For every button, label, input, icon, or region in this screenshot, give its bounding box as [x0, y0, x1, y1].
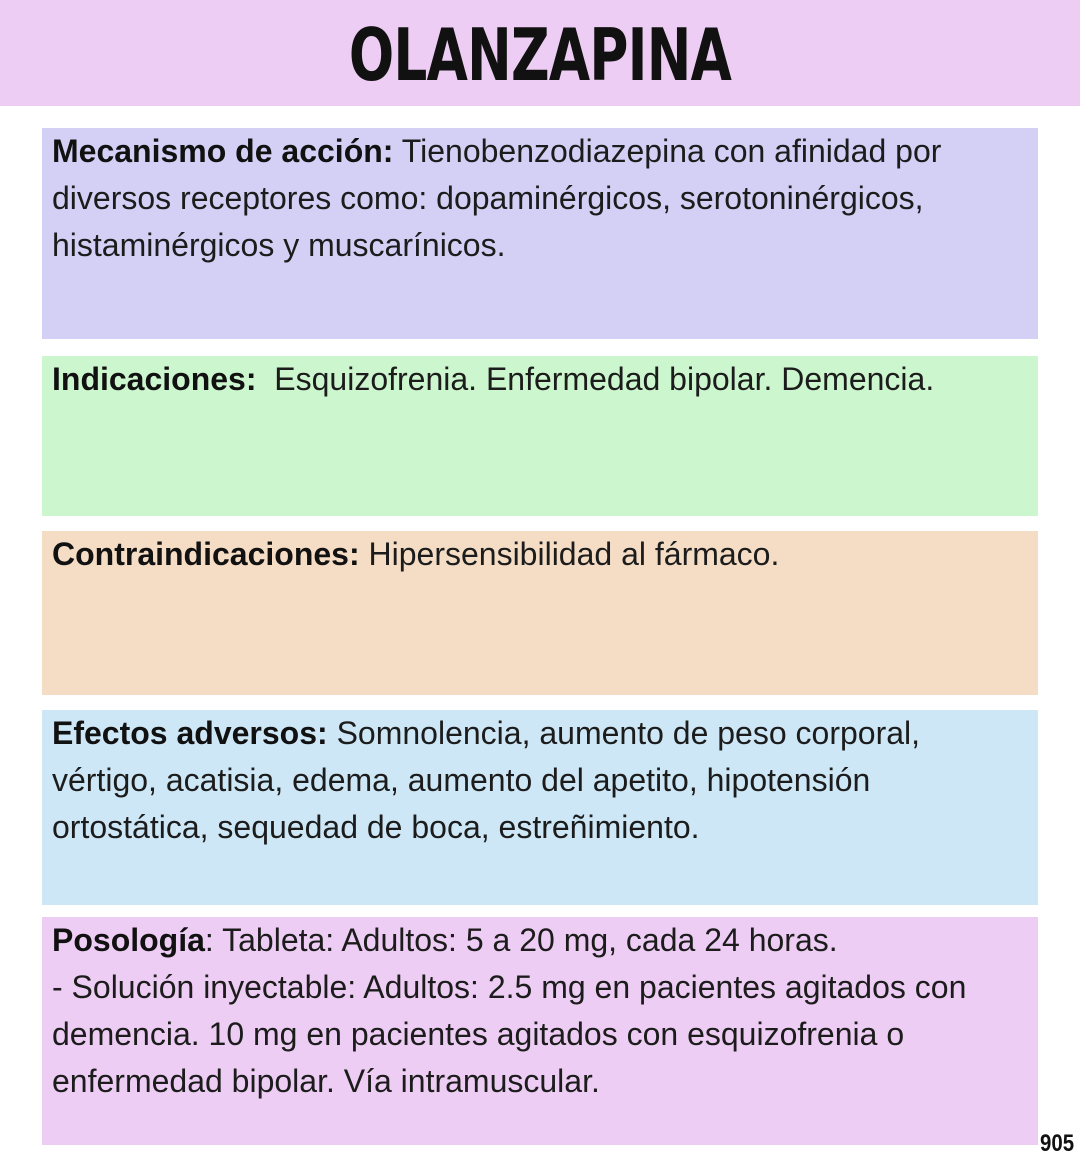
section-posologia — [42, 917, 1038, 1145]
page-number: 905 — [1039, 1130, 1074, 1157]
indicaciones-text: Esquizofrenia. Enfermedad bipolar. Demencia. — [274, 361, 935, 397]
page-title: OLANZAPINA — [348, 13, 732, 97]
title-band — [0, 0, 1080, 106]
indicaciones-paragraph — [52, 356, 1028, 403]
efectos-text: Somnolencia, aumento de peso corporal, vértigo, acatisia, edema, aumento del apetito, hipotensión ortostática, sequedad de boca, estreñimiento. — [52, 715, 921, 845]
mecanismo-paragraph — [52, 128, 1028, 269]
contraindicaciones-text: Hipersensibilidad al fármaco. — [368, 536, 780, 572]
posologia-text-line2: - Solución inyectable: Adultos: 2.5 mg en pacientes agitados con demencia. 10 mg en pacientes agitados con esquizofrenia o enfermedad bipolar. Vía intramuscular. — [52, 969, 967, 1099]
mecanismo-text: Tienobenzodiazepina con afinidad por diversos receptores como: dopaminérgicos, serotoninérgicos, histaminérgicos y muscarínicos. — [52, 133, 942, 263]
section-contraindicaciones — [42, 531, 1038, 695]
mecanismo-label: Mecanismo de acción: — [52, 133, 394, 169]
efectos-label: Efectos adversos: — [52, 715, 328, 751]
posologia-paragraph-2 — [52, 964, 1028, 1105]
posologia-paragraph-1 — [52, 917, 1028, 964]
posologia-text-line1: : Tableta: Adultos: 5 a 20 mg, cada 24 horas. — [204, 922, 838, 958]
posologia-label: Posología — [52, 922, 205, 958]
contraindicaciones-paragraph — [52, 531, 1028, 578]
section-efectos-adversos — [42, 710, 1038, 905]
section-indicaciones — [42, 356, 1038, 516]
efectos-paragraph — [52, 710, 1028, 851]
section-mecanismo-de-accion — [42, 128, 1038, 339]
indicaciones-label: Indicaciones: — [52, 361, 257, 397]
contraindicaciones-label: Contraindicaciones: — [52, 536, 360, 572]
